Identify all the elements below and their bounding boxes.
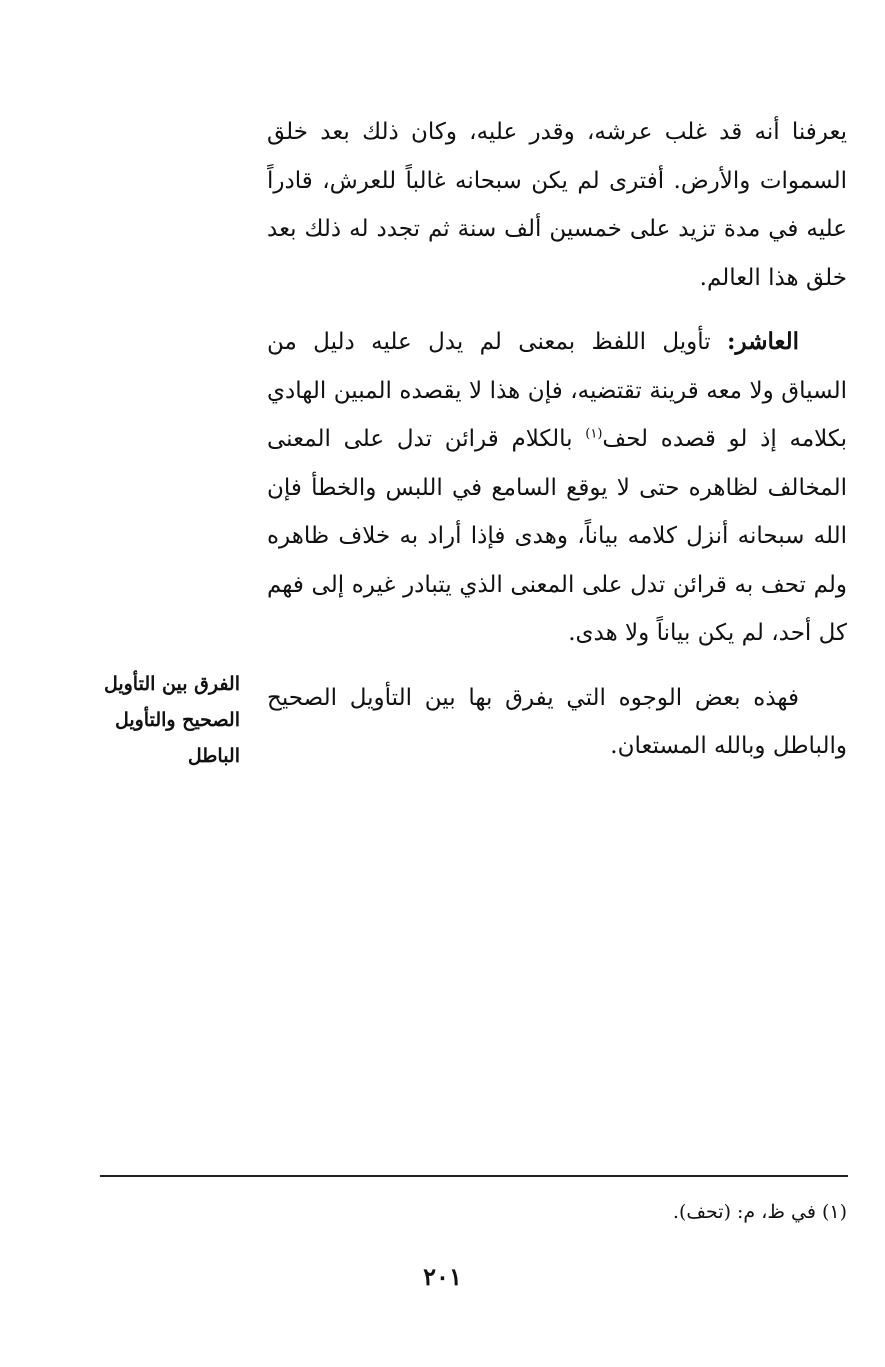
page-number: ٢٠١ (423, 1262, 462, 1291)
paragraph-2-text-b: بالكلام قرائن تدل على المعنى المخالف لظاهره حتى لا يوقع السامع في اللبس والخطأ فإن الله سبحانه أنزل كلامه بياناً، وهدى فإذا أراد به خلاف ظاهره ولم تحف به قرائن تدل على المعنى الذي يتبادر غيره إلى فهم كل أحد، لم يكن بياناً ولا هدى. (267, 426, 847, 646)
footnote-divider (100, 1175, 848, 1177)
margin-note-line-3: الباطل (187, 745, 240, 767)
paragraph-2-text-a: تأويل اللفظ بمعنى لم يدل عليه دليل من السياق ولا معه قرينة تقتضيه، فإن هذا لا يقصده المبين الهادي بكلامه إذ لو قصده لحف (267, 329, 847, 452)
footnote-reference[interactable]: (١) (585, 426, 603, 442)
paragraph-3: فهذه بعض الوجوه التي يفرق بها بين التأويل الصحيح والباطل وبالله المستعان. (267, 684, 847, 759)
paragraph-2 (267, 318, 847, 658)
margin-note (100, 666, 240, 774)
margin-note-line-1: الفرق بين التأويل (103, 673, 240, 695)
footnote: (١) في ظ، م: (تحف). (672, 1201, 847, 1223)
paragraph-1: يعرفنا أنه قد غلب عرشه، وقدر عليه، وكان ذلك بعد خلق السموات والأرض. أفترى لم يكن سبحانه غالباً للعرش، قادراً عليه في مدة تزيد على خمسين ألف سنة ثم تجدد له ذلك بعد خلق هذا العالم. (267, 119, 847, 291)
main-text-body (267, 108, 847, 771)
paragraph-2-heading: العاشر: (727, 328, 800, 355)
margin-note-line-2: الصحيح والتأويل (114, 709, 240, 731)
